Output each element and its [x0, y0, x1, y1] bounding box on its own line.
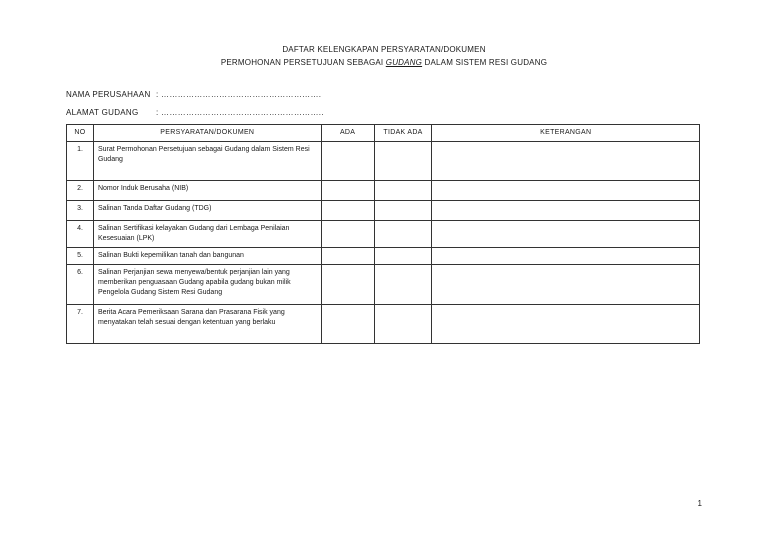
row-document: Nomor Induk Berusaha (NIB) [93, 181, 321, 201]
row-keterangan-cell [432, 305, 700, 344]
title-line-2-suffix: DALAM SISTEM RESI GUDANG [422, 58, 548, 67]
header-no: NO [67, 125, 94, 142]
row-keterangan-cell [432, 201, 700, 221]
row-keterangan-cell [432, 221, 700, 248]
row-keterangan-cell [432, 265, 700, 305]
row-number: 7. [67, 305, 94, 344]
warehouse-address-field [66, 108, 324, 117]
row-tidak-ada-cell [374, 221, 432, 248]
title-line-2-prefix: PERMOHONAN PERSETUJUAN SEBAGAI [220, 58, 386, 67]
row-keterangan-cell [432, 142, 700, 181]
row-keterangan-cell [432, 181, 700, 201]
row-document: Salinan Tanda Daftar Gudang (TDG) [93, 201, 321, 221]
title-line-2 [0, 56, 768, 69]
page-number: 1 [697, 499, 702, 508]
row-number: 4. [67, 221, 94, 248]
requirements-table [66, 124, 700, 344]
table-row [67, 181, 700, 201]
row-tidak-ada-cell [374, 265, 432, 305]
company-name-value: : …………………………………………………. [156, 90, 322, 99]
document-title [0, 43, 768, 69]
row-document: Salinan Bukti kepemilikan tanah dan bangunan [93, 248, 321, 265]
row-ada-cell [321, 142, 374, 181]
warehouse-address-value: : ………………………………………………….. [156, 108, 324, 117]
table-row [67, 248, 700, 265]
table-row [67, 265, 700, 305]
title-line-1: DAFTAR KELENGKAPAN PERSYARATAN/DOKUMEN [282, 45, 486, 54]
row-document: Salinan Perjanjian sewa menyewa/bentuk perjanjian lain yang memberikan penguasaan Gudang apabila gudang bukan milik Pengelola Gudang Sistem Resi Gudang [93, 265, 321, 305]
row-tidak-ada-cell [374, 142, 432, 181]
header-ada: ADA [321, 125, 374, 142]
row-tidak-ada-cell [374, 201, 432, 221]
header-document: PERSYARATAN/DOKUMEN [93, 125, 321, 142]
row-keterangan-cell [432, 248, 700, 265]
company-name-field [66, 90, 321, 99]
row-number: 1. [67, 142, 94, 181]
row-ada-cell [321, 248, 374, 265]
row-tidak-ada-cell [374, 305, 432, 344]
row-number: 6. [67, 265, 94, 305]
title-line-2-emphasis: GUDANG [385, 58, 423, 67]
row-ada-cell [321, 305, 374, 344]
row-ada-cell [321, 181, 374, 201]
header-tidak-ada: TIDAK ADA [374, 125, 432, 142]
row-number: 5. [67, 248, 94, 265]
row-ada-cell [321, 221, 374, 248]
row-number: 3. [67, 201, 94, 221]
table-header-row [67, 125, 700, 142]
row-number: 2. [67, 181, 94, 201]
row-tidak-ada-cell [374, 181, 432, 201]
row-ada-cell [321, 265, 374, 305]
table-row [67, 201, 700, 221]
row-document: Berita Acara Pemeriksaan Sarana dan Prasarana Fisik yang menyatakan telah sesuai dengan ketentuan yang berlaku [93, 305, 321, 344]
row-document: Salinan Sertifikasi kelayakan Gudang dari Lembaga Penilaian Kesesuaian (LPK) [93, 221, 321, 248]
table-row [67, 221, 700, 248]
warehouse-address-label: ALAMAT GUDANG [66, 108, 139, 117]
row-tidak-ada-cell [374, 248, 432, 265]
header-keterangan: KETERANGAN [432, 125, 700, 142]
row-document: Surat Permohonan Persetujuan sebagai Gudang dalam Sistem Resi Gudang [93, 142, 321, 181]
row-ada-cell [321, 201, 374, 221]
table-row [67, 142, 700, 181]
table-row [67, 305, 700, 344]
company-name-label: NAMA PERUSAHAAN [66, 90, 151, 99]
